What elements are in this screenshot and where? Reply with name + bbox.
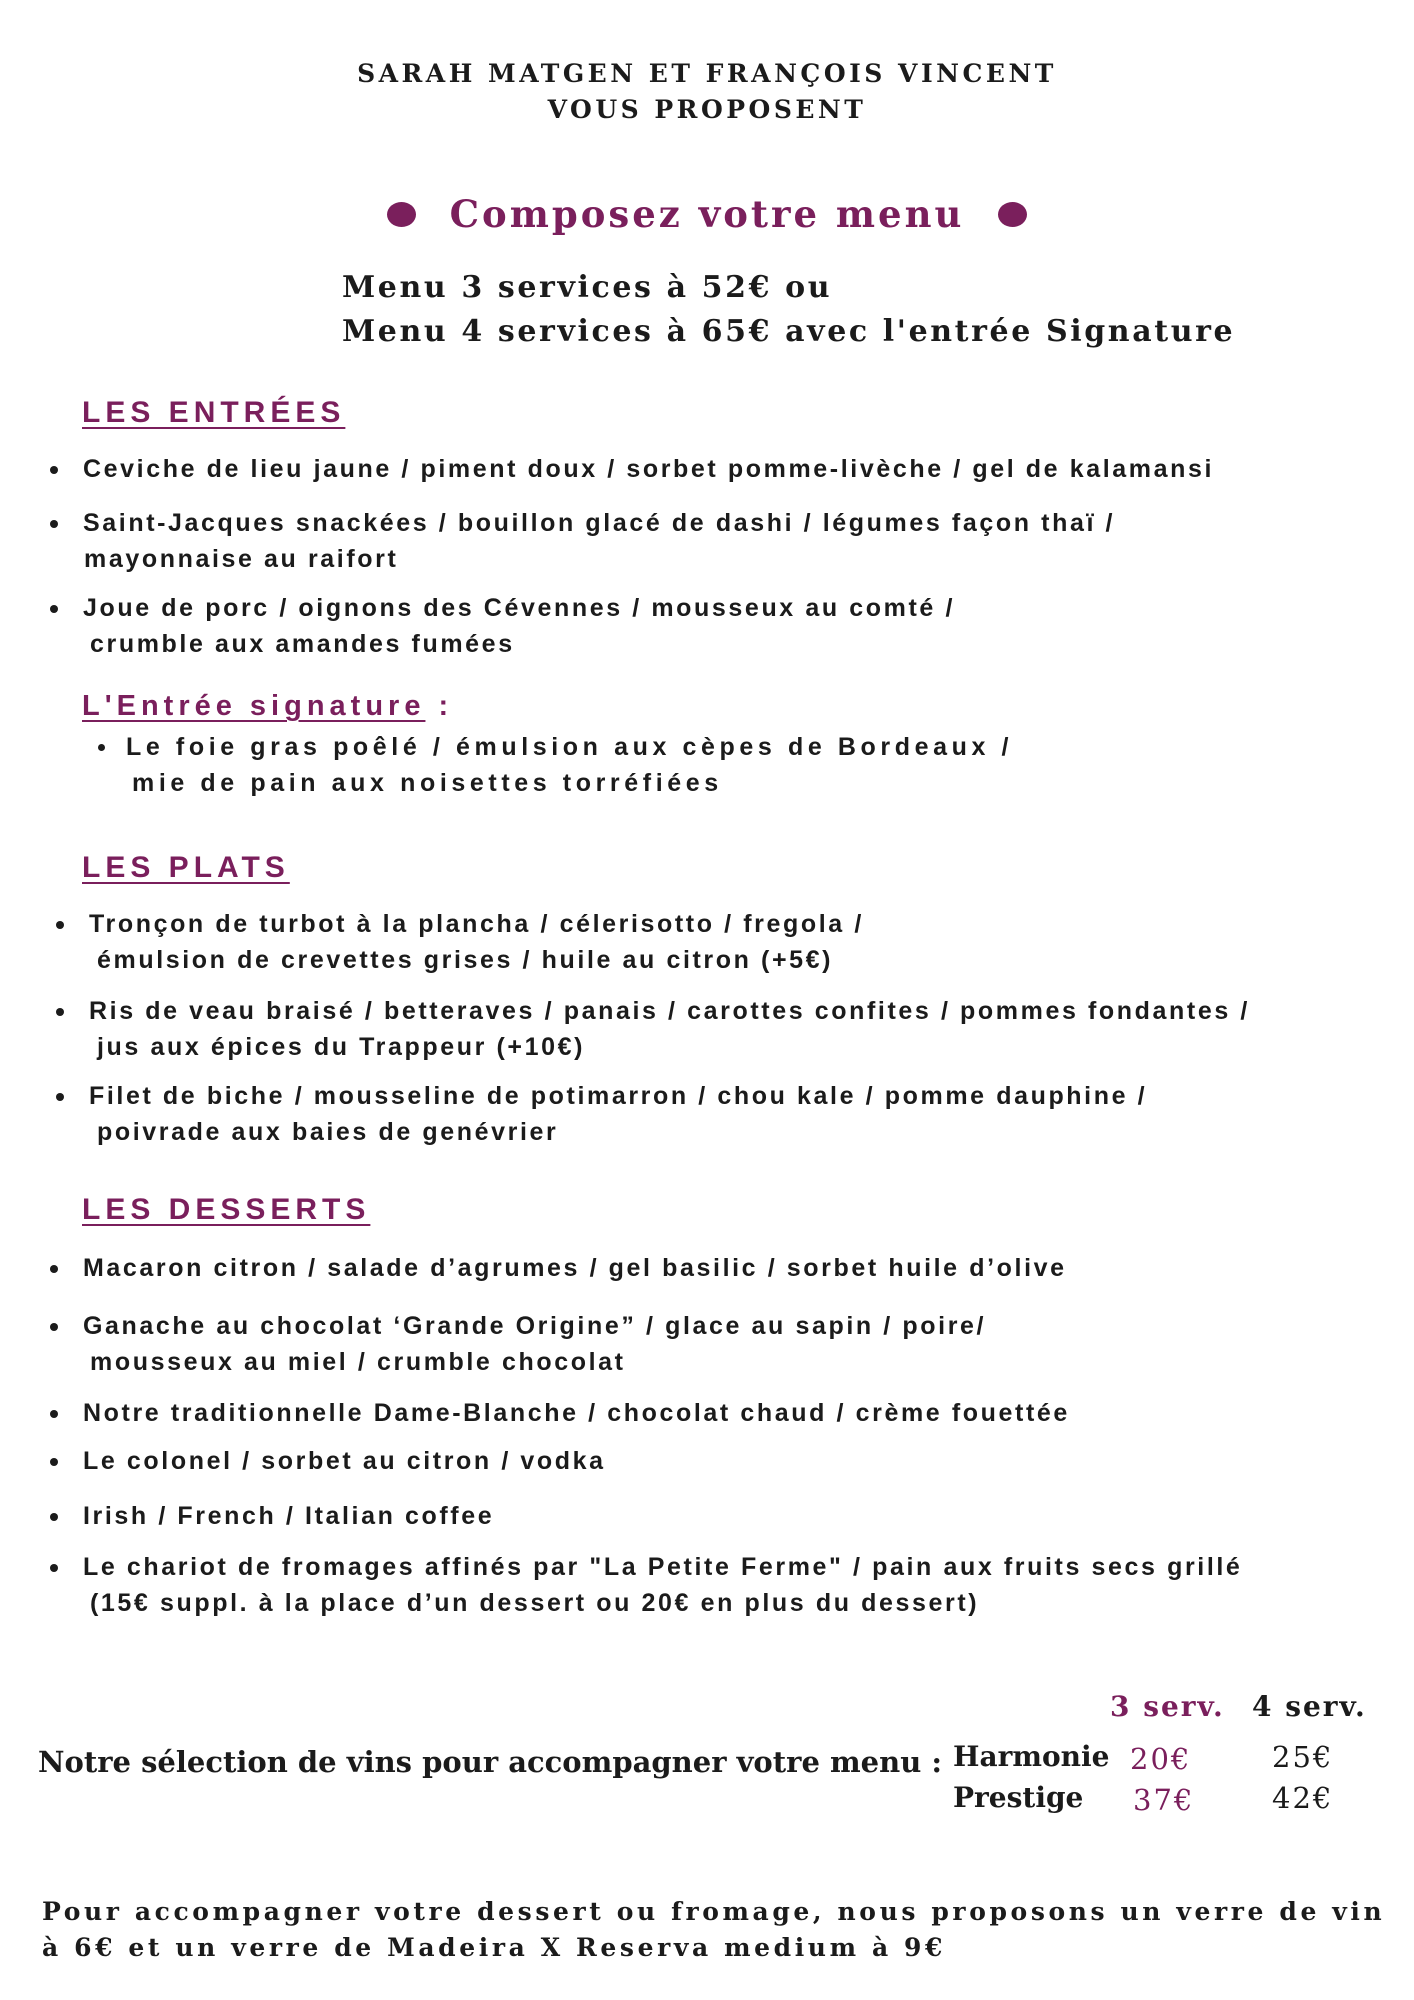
wine-price-3serv: 20€ — [1130, 1742, 1192, 1776]
bullet-icon — [56, 1093, 64, 1101]
wine-name-harmonie: Harmonie — [953, 1740, 1110, 1773]
intro-heading — [0, 56, 1414, 128]
wine-selection-label: Notre sélection de vins pour accompagner votre menu : — [38, 1745, 943, 1779]
composez-title: Composez votre menu — [449, 192, 965, 236]
bullet-icon — [56, 921, 64, 929]
list-item: Ceviche de lieu jaune / piment doux / sorbet pomme-livèche / gel de kalamansi — [50, 451, 1214, 487]
menu-offer-3: Menu 3 services à 52€ ou — [342, 270, 833, 305]
bullet-dot-icon — [998, 202, 1027, 227]
wine-price-4serv: 42€ — [1272, 1781, 1334, 1815]
bullet-icon — [50, 1564, 58, 1572]
menu-offer-4: Menu 4 services à 65€ avec l'entrée Signature — [342, 314, 1236, 349]
list-item: Joue de porc / oignons des Cévennes / mousseux au comté / crumble aux amandes fumées — [50, 590, 955, 662]
bullet-icon — [50, 520, 58, 528]
bullet-icon — [50, 1323, 58, 1331]
footer-line-1: Pour accompagner votre dessert ou fromage, nous proposons un verre de vin — [42, 1897, 1386, 1926]
bullet-icon — [98, 744, 105, 751]
wine-col-3serv: 3 serv. — [1110, 1690, 1225, 1723]
bullet-icon — [50, 1265, 58, 1273]
list-item: Le colonel / sorbet au citron / vodka — [50, 1443, 606, 1479]
wine-price-3serv: 37€ — [1133, 1783, 1195, 1817]
desserts-heading: LES DESSERTS — [82, 1193, 371, 1226]
list-item: Macaron citron / salade d’agrumes / gel basilic / sorbet huile d’olive — [50, 1250, 1067, 1286]
list-item: Filet de biche / mousseline de potimarron / chou kale / pomme dauphine / poivrade aux baies de genévrier — [56, 1078, 1147, 1150]
intro-line-1: SARAH MATGEN ET FRANÇOIS VINCENT — [357, 59, 1057, 88]
wine-price-4serv: 25€ — [1272, 1740, 1334, 1774]
list-item: Irish / French / Italian coffee — [50, 1498, 494, 1534]
intro-line-2: VOUS PROPOSENT — [547, 95, 867, 124]
footer-line-2: à 6€ et un verre de Madeira X Reserva medium à 9€ — [42, 1933, 947, 1962]
signature-item: Le foie gras poêlé / émulsion aux cèpes de Bordeaux / mie de pain aux noisettes torréfiées — [98, 729, 1013, 801]
bullet-icon — [56, 1008, 64, 1016]
bullet-icon — [50, 1410, 58, 1418]
plats-heading: LES PLATS — [82, 851, 290, 884]
bullet-icon — [50, 1513, 58, 1521]
list-item: Ganache au chocolat ‘Grande Origine” / glace au sapin / poire/ mousseux au miel / crumble chocolat — [50, 1308, 986, 1380]
bullet-icon — [50, 466, 58, 474]
list-item: Notre traditionnelle Dame-Blanche / chocolat chaud / crème fouettée — [50, 1395, 1070, 1431]
wine-name-prestige: Prestige — [953, 1781, 1084, 1814]
entrees-heading: LES ENTRÉES — [82, 396, 346, 429]
wine-col-4serv: 4 serv. — [1252, 1690, 1367, 1723]
list-item: Ris de veau braisé / betteraves / panais / carottes confites / pommes fondantes / jus aux épices du Trappeur (+10€) — [56, 993, 1250, 1065]
composez-title-row — [0, 192, 1414, 242]
signature-heading: L'Entrée signature : — [82, 690, 454, 722]
bullet-dot-icon — [387, 202, 416, 227]
bullet-icon — [50, 605, 58, 613]
list-item: Tronçon de turbot à la plancha / célerisotto / fregola / émulsion de crevettes grises / huile au citron (+5€) — [56, 906, 864, 978]
footer-note — [42, 1894, 1385, 1966]
list-item: Saint-Jacques snackées / bouillon glacé de dashi / légumes façon thaï / mayonnaise au raifort — [50, 505, 1115, 577]
menu-offers — [342, 266, 1235, 354]
bullet-icon — [50, 1458, 58, 1466]
list-item: Le chariot de fromages affinés par "La Petite Ferme" / pain aux fruits secs grillé (15€ suppl. à la place d’un dessert ou 20€ en plus du dessert) — [50, 1549, 1242, 1621]
